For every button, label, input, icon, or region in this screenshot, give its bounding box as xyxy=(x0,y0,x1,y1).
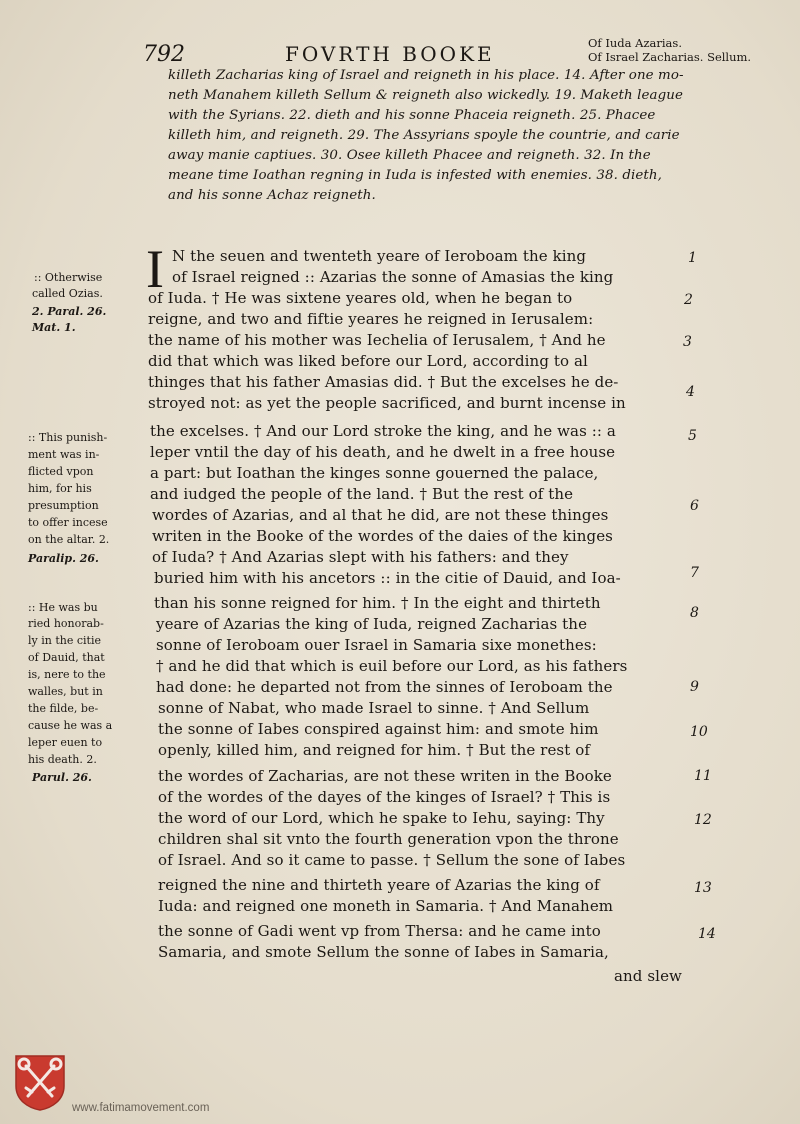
text-line: and slew xyxy=(614,967,682,985)
text-line: the name of his mother was Iechelia of Ierusalem, † And he xyxy=(148,331,606,349)
text-line: the sonne of Gadi went vp from Thersa: and he came into xyxy=(158,922,601,940)
note-reference: Parul. 26. xyxy=(32,771,92,784)
text-line: Samaria, and smote Sellum the sonne of Iabes in Samaria, xyxy=(158,943,609,961)
text-line: the sonne of Iabes conspired against him: and smote him xyxy=(158,720,599,738)
verse-number: 5 xyxy=(688,428,697,444)
text-line: of Israel. And so it came to passe. † Sellum the sone of Iabes xyxy=(158,851,626,869)
note-line: to offer incese xyxy=(28,516,108,529)
note-line: walles, but in xyxy=(28,685,103,698)
verse-number: 9 xyxy=(690,679,699,695)
verse-number: 11 xyxy=(694,768,712,784)
header-right-line-1: Of Iuda Azarias. xyxy=(588,36,682,50)
text-line: of Israel reigned :: Azarias the sonne of Amasias the king xyxy=(172,268,614,286)
website-link[interactable]: www.fatimamovement.com xyxy=(72,1102,210,1114)
note-line: presumption xyxy=(28,499,99,512)
note-line: ment was in- xyxy=(28,448,100,461)
verse-number: 8 xyxy=(690,605,699,621)
text-line: † and he did that which is euil before our Lord, as his fathers xyxy=(156,657,628,675)
note-reference: 2. Paral. 26. xyxy=(32,305,107,318)
text-line: of Iuda? † And Azarias slept with his fathers: and they xyxy=(152,548,569,566)
argument-line: away manie captiues. 30. Osee killeth Phacee and reigneth. 32. In the xyxy=(168,148,651,163)
text-line: stroyed not: as yet the people sacrificed, and burnt incense in xyxy=(148,394,626,412)
argument-line: with the Syrians. 22. dieth and his sonne Phaceia reigneth. 25. Phacee xyxy=(168,108,656,123)
verse-number: 2 xyxy=(684,292,693,308)
verse-number: 10 xyxy=(690,724,708,740)
page-number: 792 xyxy=(143,42,185,67)
text-line: sonne of Ieroboam ouer Israel in Samaria sixe monethes: xyxy=(156,636,597,654)
note-line: is, nere to the xyxy=(28,668,106,681)
text-line: than his sonne reigned for him. † In the eight and thirteth xyxy=(154,594,601,612)
text-line: had done: he departed not from the sinnes of Ieroboam the xyxy=(156,678,613,696)
chapter-argument xyxy=(168,66,688,206)
note-line: on the altar. 2. xyxy=(28,533,110,546)
text-line: Iuda: and reigned one moneth in Samaria. † And Manahem xyxy=(158,897,614,915)
note-line: :: He was bu xyxy=(28,601,98,614)
argument-line: neth Manahem killeth Sellum & reigneth also wickedly. 19. Maketh league xyxy=(168,88,684,103)
verse-number: 14 xyxy=(698,926,716,942)
page-header xyxy=(0,36,800,66)
text-line: thinges that his father Amasias did. † But the excelses he de- xyxy=(148,373,619,391)
text-line: the word of our Lord, which he spake to Iehu, saying: Thy xyxy=(158,809,605,827)
note-reference: Mat. 1. xyxy=(32,321,76,334)
text-line: sonne of Nabat, who made Israel to sinne. † And Sellum xyxy=(158,699,590,717)
note-line: cause he was a xyxy=(28,719,113,732)
note-line: of Dauid, that xyxy=(28,651,105,664)
note-line: flicted vpon xyxy=(28,465,94,478)
text-line: a part: but Ioathan the kinges sonne gouerned the palace, xyxy=(150,464,599,482)
text-line: the wordes of Zacharias, are not these writen in the Booke xyxy=(158,767,612,785)
text-line: of the wordes of the dayes of the kinges of Israel? † This is xyxy=(158,788,611,806)
note-line: :: This punish- xyxy=(28,431,108,444)
text-line: the excelses. † And our Lord stroke the king, and he was :: a xyxy=(150,422,616,440)
text-line: children shal sit vnto the fourth generation vpon the throne xyxy=(158,830,619,848)
verse-number: 1 xyxy=(688,250,697,266)
argument-line: killeth Zacharias king of Israel and reigneth in his place. 14. After one mo- xyxy=(168,68,684,83)
argument-line: and his sonne Achaz reigneth. xyxy=(168,188,376,203)
note-line: ly in the citie xyxy=(28,634,101,647)
verse-number: 6 xyxy=(690,498,699,514)
note-reference: Paralip. 26. xyxy=(28,552,99,565)
note-line: leper euen to xyxy=(28,736,103,749)
note-line: ried honorab- xyxy=(28,617,104,630)
text-line: and iudged the people of the land. † But the rest of the xyxy=(150,485,574,503)
text-line: reigned the nine and thirteth yeare of Azarias the king of xyxy=(158,876,600,894)
text-line: N the seuen and twenteth yeare of Ieroboam the king xyxy=(172,247,587,265)
note-line: called Ozias. xyxy=(32,287,103,300)
text-line: reigne, and two and fiftie yeares he reigned in Ierusalem: xyxy=(148,310,594,328)
running-title: FOVRTH BOOKE xyxy=(285,42,495,66)
text-line: did that which was liked before our Lord, according to al xyxy=(148,352,588,370)
argument-line: killeth him, and reigneth. 29. The Assyrians spoyle the countrie, and carie xyxy=(168,128,680,143)
note-line: his death. 2. xyxy=(28,753,97,766)
text-line: leper vntil the day of his death, and he dwelt in a free house xyxy=(150,443,616,461)
text-line: writen in the Booke of the wordes of the daies of the kinges xyxy=(152,527,613,545)
drop-cap: I xyxy=(146,239,164,299)
text-line: buried him with his ancetors :: in the citie of Dauid, and Ioa- xyxy=(154,569,621,587)
argument-line: meane time Ioathan regning in Iuda is infested with enemies. 38. dieth, xyxy=(168,168,662,183)
text-line: wordes of Azarias, and al that he did, are not these thinges xyxy=(152,506,609,524)
verse-number: 7 xyxy=(690,565,699,581)
verse-number: 13 xyxy=(694,880,712,896)
note-line: the filde, be- xyxy=(28,702,99,715)
note-line: :: Otherwise xyxy=(34,271,103,284)
text-line: yeare of Azarias the king of Iuda, reigned Zacharias the xyxy=(156,615,588,633)
chapter-summary-header xyxy=(588,36,751,64)
verse-number: 12 xyxy=(694,812,712,828)
keys-emblem-icon[interactable] xyxy=(12,1052,68,1112)
note-line: him, for his xyxy=(28,482,92,495)
text-line: of Iuda. † He was sixtene yeares old, when he began to xyxy=(148,289,573,307)
header-right-line-2: Of Israel Zacharias. Sellum. xyxy=(588,50,752,64)
verse-number: 3 xyxy=(683,334,692,350)
verse-number: 4 xyxy=(686,384,695,400)
text-line: openly, killed him, and reigned for him. † But the rest of xyxy=(158,741,591,759)
